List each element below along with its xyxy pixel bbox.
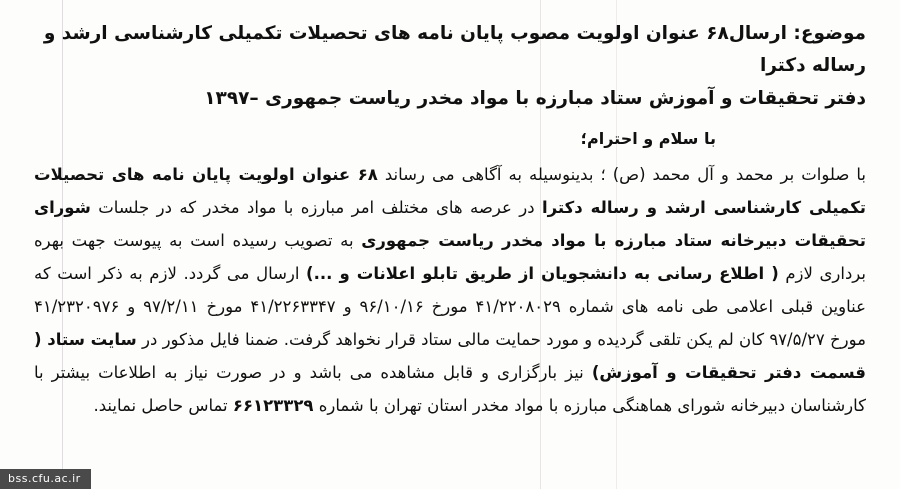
body-text-run: تماس حاصل نمایند. [93,396,233,416]
body-emphasis-run: ( اطلاع رسانی به دانشجویان از طریق تابلو اعلانات و ...) [306,264,779,284]
body-text-run: به تصویب رسیده است به پیوست جهت بهره برداری لازم [34,231,866,284]
body-emphasis-run: ۶۸ عنوان اولویت پایان نامه های تحصیلات تکمیلی کارشناسی ارشد و رساله دکترا [34,165,866,218]
body-emphasis-run: ۶۶۱۲۳۳۲۹ [232,396,314,416]
document-subject [34,18,866,115]
subject-line-1: موضوع: ارسال۶۸ عنوان اولویت مصوب پایان نامه های تحصیلات تکمیلی کارشناسی ارشد و رساله دکترا [43,23,866,77]
body-text-run: نیز بارگزاری و قابل مشاهده می باشد و در صورت نیاز به اطلاعات بیشتر با کارشناسان دبیرخانه شورای هماهنگی مبارزه با مواد مخدر استان تهران با شماره [34,363,866,416]
body-emphasis-run: سایت ستاد ( قسمت دفتر تحقیقات و آموزش) [34,330,866,383]
document-body [34,158,866,422]
site-watermark: bss.cfu.ac.ir [0,469,91,489]
body-text-run: با صلوات بر محمد و آل محمد (ص) ؛ بدینوسیله به آگاهی می رساند [377,165,866,185]
body-text-run: در عرصه های مختلف امر مبارزه با مواد مخدر که در جلسات [90,198,543,218]
document-greeting: با سلام و احترام؛ [580,129,716,149]
body-text-run: ارسال می گردد. لازم به ذکر است که عناوین قبلی اعلامی طی نامه های شماره ۴۱/۲۲۰۸۰۲۹ مورخ ۹۶/۱۰/۱۶ و ۴۱/۲۲۶۳۳۴۷ مورخ ۹۷/۲/۱۱ و ۴۱/۲۳۲۰۹۷۶ مورخ ۹۷/۵/۲۷ کان لم یکن تلقی گردیده و مورد حمایت مالی ستاد قرار نخواهد گرفت. ضمنا فایل مذکور در [34,264,866,350]
subject-line-2: دفتر تحقیقات و آموزش ستاد مبارزه با مواد مخدر ریاست جمهوری –۱۳۹۷ [204,87,866,109]
body-emphasis-run: شورای تحقیقات دبیرخانه ستاد مبارزه با مواد مخدر ریاست جمهوری [34,198,866,251]
